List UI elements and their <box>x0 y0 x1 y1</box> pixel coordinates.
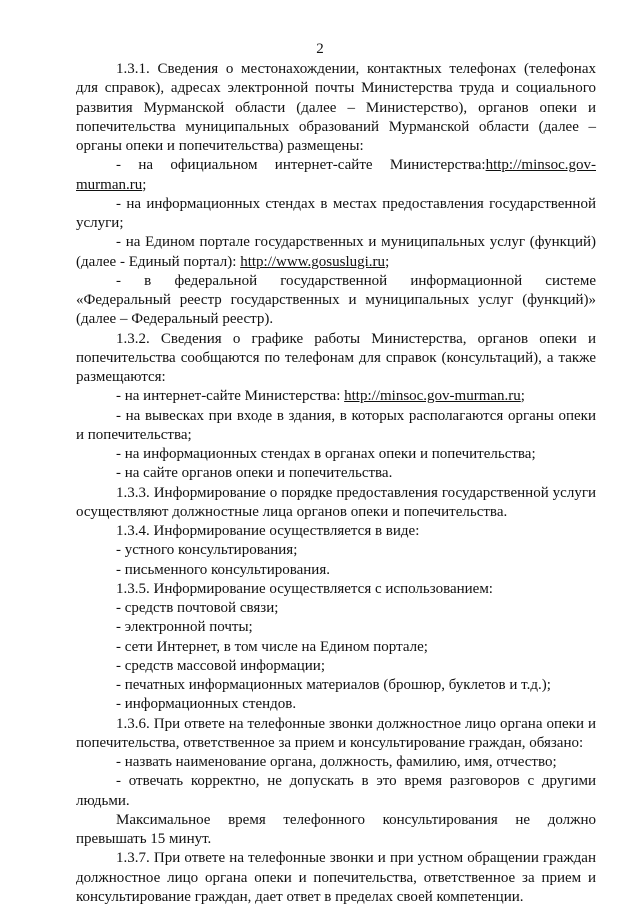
list-item-guardianship-site: - на сайте органов опеки и попечительства. <box>116 465 393 482</box>
list-item-postal: - средств почтовой связи; <box>116 600 279 616</box>
list-item-text: - на интернет-сайте Министерства: <box>116 388 345 405</box>
list-item-punct: ; <box>520 388 525 405</box>
minsoc-link-2[interactable]: http://minsoc.gov-murman.ru <box>344 388 521 405</box>
list-item-punct: ; <box>142 176 147 193</box>
paragraph-max-time: Максимальное время телефонного консультирования не должно превышать 15 минут. <box>76 811 596 847</box>
list-item-text: - на официальном интернет-сайте Министерства: <box>116 157 486 174</box>
paragraph-1-3-3: 1.3.3. Информирование о порядке предоставления государственной услуги осуществляют должностные лица органов опеки и попечительства. <box>76 484 596 520</box>
paragraph-1-3-6: 1.3.6. При ответе на телефонные звонки должностное лицо органа опеки и попечительства, ответственное за прием и консультирование граждан, обязано: <box>76 715 596 751</box>
document-body <box>76 60 596 907</box>
list-item-stands-guardianship: - на информационных стендах в органах опеки и попечительства; <box>116 446 536 462</box>
list-item-stands: - информационных стендов. <box>116 696 297 713</box>
paragraph-1-3-7: 1.3.7. При ответе на телефонные звонки и при устном обращении граждан должностное лицо органа опеки и попечительства, ответственное за прием и консультирование граждан, дает ответ в пределах своей компетенции. <box>76 850 596 905</box>
page-number: 2 <box>316 41 324 57</box>
list-item-federal-registry: - в федеральной государственной информационной системе «Федеральный реестр государственных и муниципальных услуг (функций)» (далее – Федеральный реестр). <box>76 272 596 328</box>
paragraph-1-3-4: 1.3.4. Информирование осуществляется в виде: <box>116 523 420 539</box>
list-item-internet: - сети Интернет, в том числе на Едином портале; <box>116 638 428 655</box>
list-item-printed: - печатных информационных материалов (брошюр, буклетов и т.д.); <box>116 677 551 693</box>
list-item-correct: - отвечать корректно, не допускать в это время разговоров с другими людьми. <box>76 773 596 809</box>
paragraph-1-3-1: 1.3.1. Сведения о местонахождении, контактных телефонах (телефонах для справок), адресах электронной почты Министерства труда и социального развития Мурманской области (далее – Министерство), органов опеки и попечительства муниципальных образований Мурманской области (далее – органы опеки и попечительства) размещены: <box>76 61 596 154</box>
paragraph-1-3-5: 1.3.5. Информирование осуществляется с использованием: <box>116 580 493 597</box>
list-item-ministry-site <box>76 387 596 406</box>
list-item-unified-portal <box>76 233 596 272</box>
list-item-info-stands: - на информационных стендах в местах предоставления государственной услуги; <box>76 195 596 231</box>
list-item-punct: ; <box>385 253 390 270</box>
list-item-media: - средств массовой информации; <box>116 657 326 674</box>
gosuslugi-link[interactable]: http://www.gosuslugi.ru <box>240 253 386 270</box>
list-item-email: - электронной почты; <box>116 619 253 636</box>
list-item-name-org: - назвать наименование органа, должность, фамилию, имя, отчество; <box>116 754 557 770</box>
list-item-signboards <box>76 407 596 446</box>
minsoc-link[interactable]: http://minsoc.gov-murman.ru <box>76 157 596 193</box>
paragraph-1-3-2: 1.3.2. Сведения о графике работы Министерства, органов опеки и попечительства сообщаются по телефонам для справок (консультаций), а также размещаются: <box>76 330 596 385</box>
list-item-text: - на Едином портале государственных и муниципальных услуг (функций) (далее - Единый портал): <box>76 234 596 270</box>
list-item-oral: - устного консультирования; <box>116 542 298 559</box>
list-item-text: - на вывесках при входе в здания, в которых располагаются органы опеки и попечительства; <box>76 407 596 443</box>
list-item-official-site <box>76 156 596 195</box>
list-item-written: - письменного консультирования. <box>116 561 330 578</box>
